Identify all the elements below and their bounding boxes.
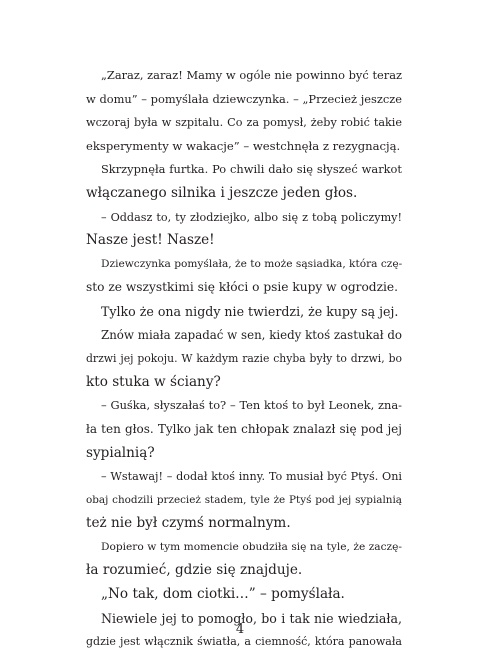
text-line: drzwi jej pokoju. W każdym razie chyba były to drzwi, bo [86, 352, 402, 366]
text-line: Tylko że ona nigdy nie twierdzi, że kupy są jej. [101, 303, 399, 319]
page-number: 4 [235, 622, 245, 637]
text-line: obaj chodzili przecież stadem, tyle że Ptyś pod jej sypialnią [86, 493, 402, 506]
text-line: Nasze jest! Nasze! [86, 232, 215, 249]
text-line: „No tak, dom ciotki…” – pomyślała. [101, 586, 345, 603]
text-line: – Oddasz to, ty złodziejko, albo się z tobą policzymy! [101, 210, 402, 224]
text-line: – Guśka, słyszałaś to? – Ten ktoś to był Leonek, zna- [101, 398, 402, 413]
text-line: ła ten głos. Tylko jak ten chłopak znalazł się pod jej [86, 421, 402, 436]
text-line: Niewiele jej to pomogło, bo i tak nie wiedziała, [101, 610, 402, 626]
text-line: sto ze wszystkimi się kłóci o psie kupy w ogrodzie. [86, 280, 399, 295]
text-line: Znów miała zapadać w sen, kiedy ktoś zastukał do [101, 327, 402, 342]
text-line: Dziewczynka pomyślała, że to może sąsiadka, która czę- [101, 257, 402, 270]
text-line: sypialnią? [86, 444, 155, 461]
text-line: gdzie jest włącznik światła, a ciemność, która panowała [86, 635, 402, 649]
text-line: Dopiero w tym momencie obudziła się na tyle, że zaczę- [101, 540, 402, 553]
text-line: wczoraj była w szpitalu. Co za pomysł, żeby robić takie [86, 116, 402, 130]
text-line: ła rozumieć, gdzie się znajduje. [86, 562, 303, 579]
text-line: włączanego silnika i jeszcze jeden głos. [86, 184, 358, 201]
text-line: eksperymenty w wakacje” – westchnęła z rezygnacją. [86, 138, 401, 153]
body-text [86, 64, 402, 654]
text-line: też nie był czymś normalnym. [86, 515, 291, 532]
text-line: w domu” – pomyślała dziewczynka. – „Przecież jeszcze [86, 91, 402, 106]
text-line: – Wstawaj! – dodał ktoś inny. To musiał być Ptyś. Oni [101, 470, 402, 484]
text-line: kto stuka w ściany? [86, 373, 221, 390]
text-line: Skrzypnęła furtka. Po chwili dało się słyszeć warkot [101, 162, 402, 177]
text-line: „Zaraz, zaraz! Mamy w ogóle nie powinno być teraz [101, 68, 402, 82]
